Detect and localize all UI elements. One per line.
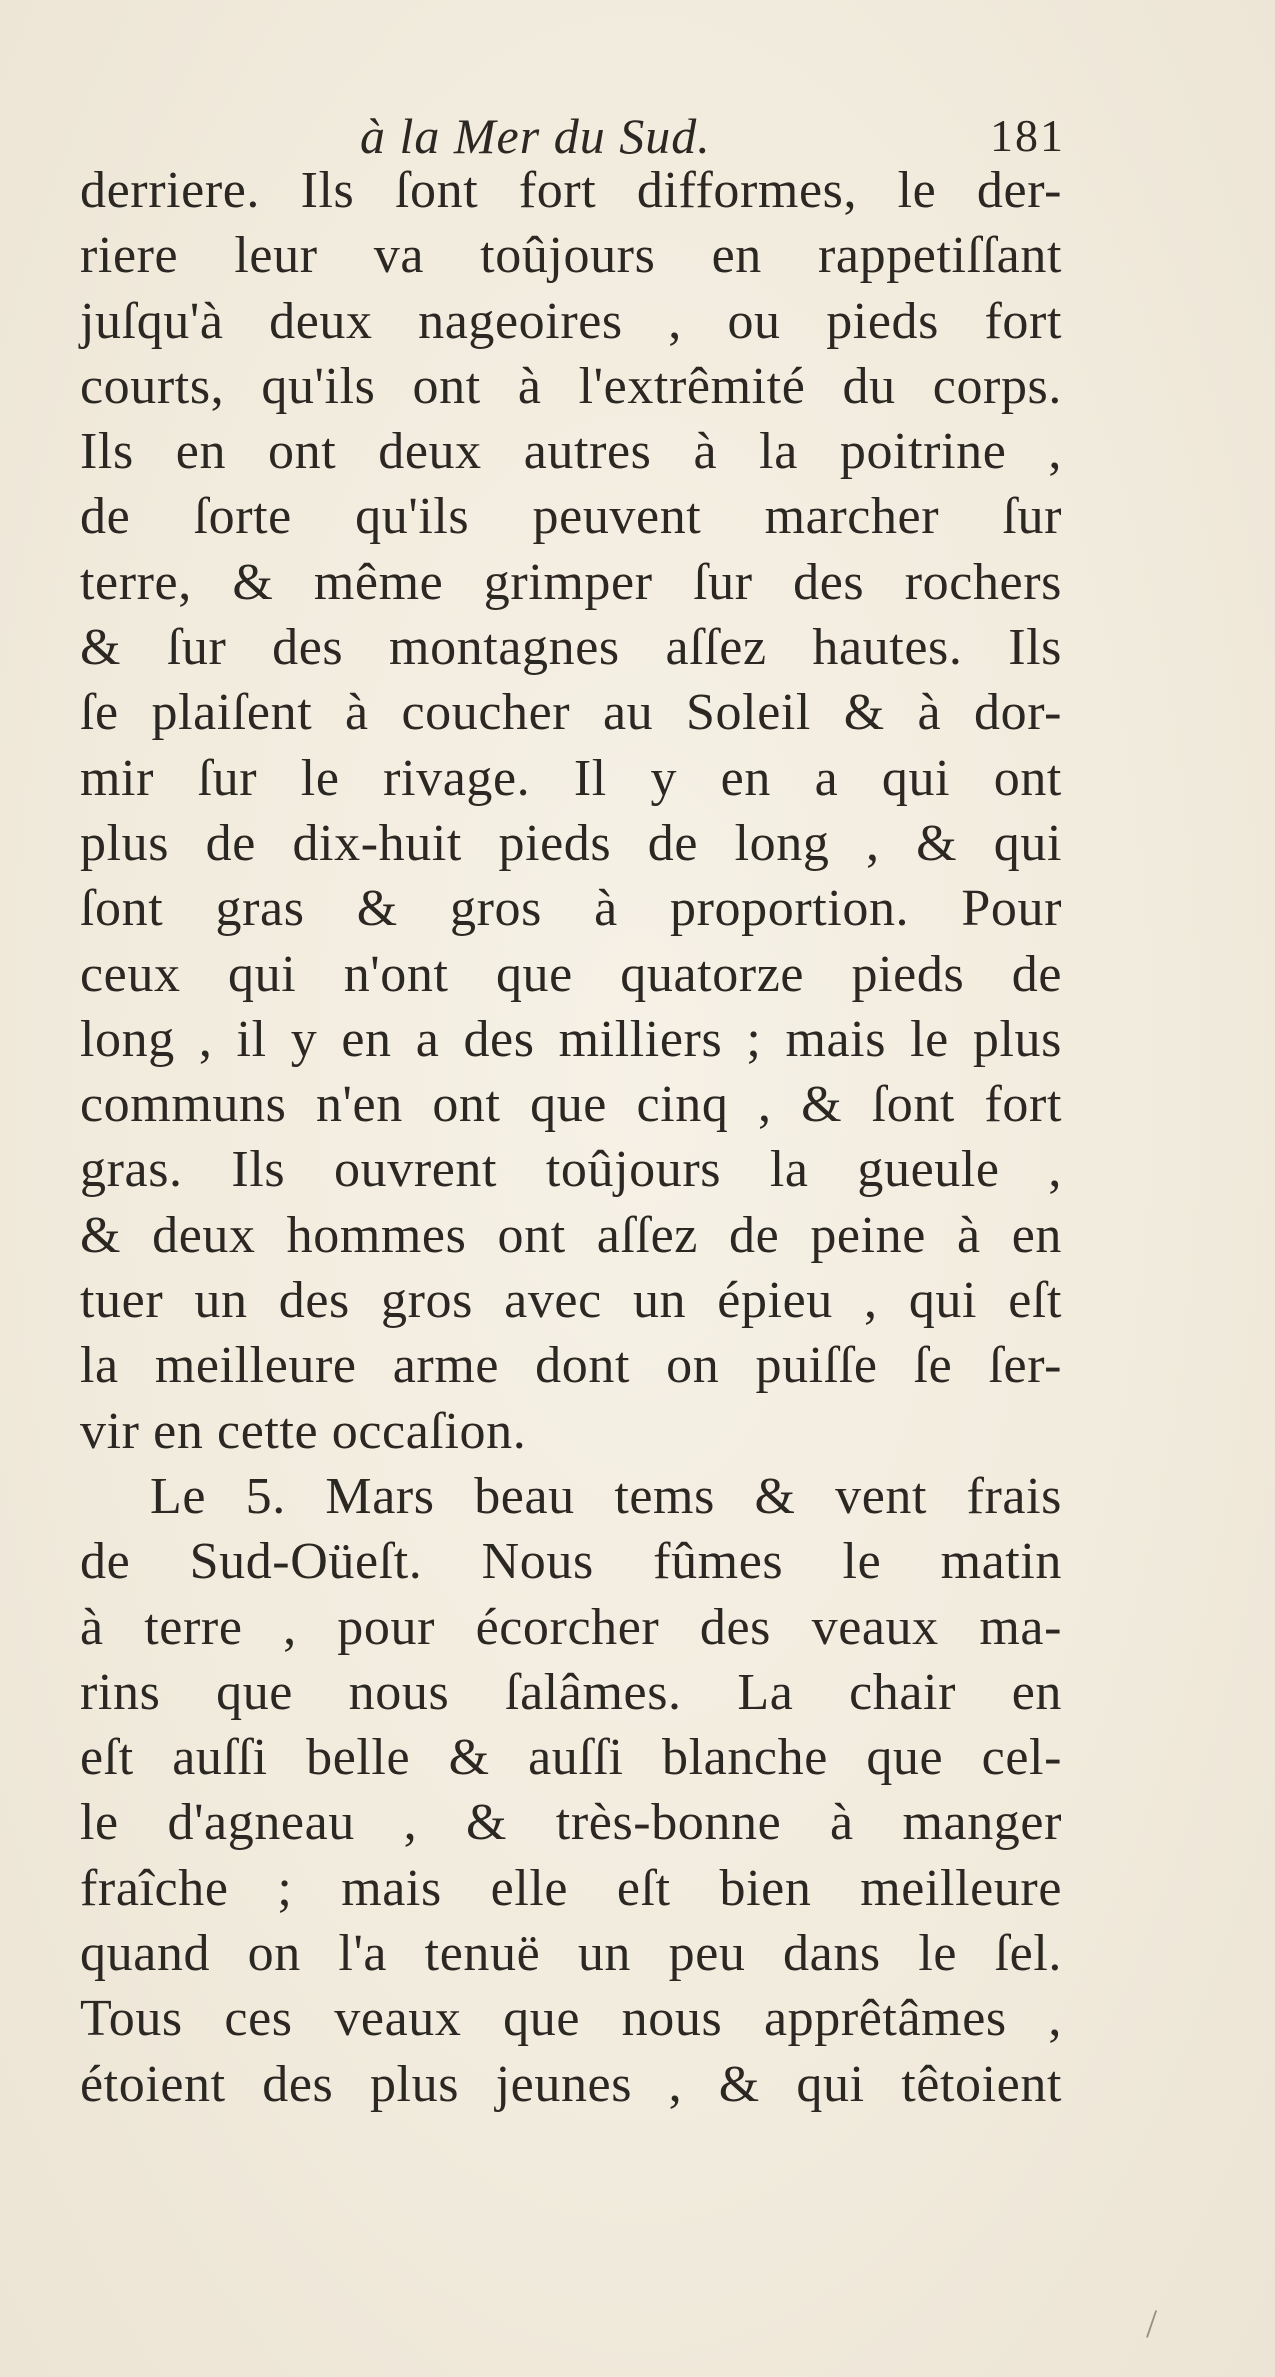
text-line: ſont gras & gros à proportion. Pour	[80, 880, 1062, 938]
text-line: communs n'en ont que cinq , & ſont fort	[80, 1076, 1062, 1134]
text-line: la meilleure arme dont on puiſſe ſe ſer-	[80, 1337, 1062, 1395]
running-title: à la Mer du Sud.	[360, 108, 711, 164]
text-line: & ſur des montagnes aſſez hautes. Ils	[80, 619, 1062, 677]
text-line: ſe plaiſent à coucher au Soleil & à dor-	[80, 684, 1062, 742]
page-number: 181	[990, 110, 1065, 161]
text-line: & deux hommes ont aſſez de peine à en	[80, 1206, 1062, 1264]
text-line: étoient des plus jeunes , & qui têtoient	[80, 2055, 1062, 2113]
text-line: fraîche ; mais elle eſt bien meilleure	[80, 1859, 1062, 1917]
text-line: derriere. Ils ſont fort difformes, le der-	[80, 162, 1062, 219]
text-line: eſt auſſi belle & auſſi blanche que cel-	[80, 1729, 1062, 1787]
text-line: le d'agneau , & très-bonne à manger	[80, 1794, 1062, 1852]
text-line: à terre , pour écorcher des veaux ma-	[80, 1598, 1062, 1656]
text-line: plus de dix-huit pieds de long , & qui	[80, 814, 1062, 872]
text-line: juſqu'à deux nageoires , ou pieds fort	[80, 292, 1062, 350]
text-line-paragraph-start: Le 5. Mars beau tems & vent frais	[150, 1467, 1062, 1525]
text-line: long , il y en a des milliers ; mais le plus	[80, 1010, 1062, 1068]
text-line: courts, qu'ils ont à l'extrêmité du corps.	[80, 357, 1062, 415]
stray-pencil-mark: /	[1146, 2301, 1158, 2346]
text-line: Ils en ont deux autres à la poitrine ,	[80, 423, 1062, 481]
text-line: ceux qui n'ont que quatorze pieds de	[80, 945, 1062, 1003]
text-line: quand on l'a tenuë un peu dans le ſel.	[80, 1925, 1062, 1983]
text-line: mir ſur le rivage. Il y en a qui ont	[80, 749, 1062, 807]
text-line: riere leur va toûjours en rappetiſſant	[80, 227, 1062, 285]
text-line-paragraph-end: vir en cette occaſion.	[80, 1402, 527, 1460]
text-line: terre, & même grimper ſur des rochers	[80, 553, 1062, 611]
text-line: gras. Ils ouvrent toûjours la gueule ,	[80, 1141, 1062, 1199]
text-line: de Sud-Oüeſt. Nous fûmes le matin	[80, 1533, 1062, 1591]
text-line: tuer un des gros avec un épieu , qui eſt	[80, 1272, 1062, 1330]
text-line: Tous ces veaux que nous apprêtâmes ,	[80, 1990, 1062, 2048]
body-text	[80, 158, 1062, 2117]
text-line: de ſorte qu'ils peuvent marcher ſur	[80, 488, 1062, 546]
text-line: rins que nous ſalâmes. La chair en	[80, 1663, 1062, 1721]
